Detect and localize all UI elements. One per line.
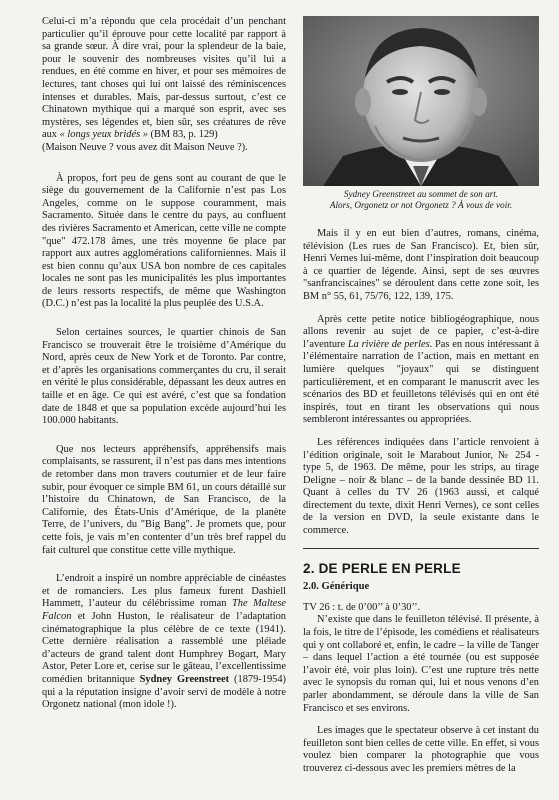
caption-line: Sydney Greenstreet au sommet de son art.: [343, 189, 499, 199]
paragraph-text: L’endroit a inspiré un nombre appréciable de cinéastes et de romanciers. Les plus fameux furent Dashiell Hammett, l’auteur du célébrissime roman: [42, 573, 286, 610]
reference: (BM 83, p. 129): [147, 129, 218, 141]
portrait-image: [303, 16, 539, 186]
paragraph: Que nos lecteurs appréhensifs, appréhensifs mais complaisants, se rassurent, il n’est pas dans mes intentions de retomber dans mon travers coutumier et de leur faire subir, pour évoquer ce simple BM 61, un cours détaillé sur l’histoire du Chinatown, de San Francisco, de la Californie, des États-Unis d’Amérique, de la planète Terre, de l’univers, du "Big Bang". Je promets que, pour cette fois, je vais m’en contenter d’un très bref rappel du fait culturel que constitue cette ville mythique.: [42, 443, 286, 556]
aside-note: (Maison Neuve ? vous avez dit Maison Neuve ?).: [42, 141, 248, 153]
paragraph-text: (1879-1954) qui a la réputation insigne d’avoir servi de modèle à notre Orgonetz national (mon idole !).: [42, 673, 287, 711]
right-column: [303, 228, 539, 786]
left-column: [42, 16, 286, 722]
paragraph-text: Celui-ci m’a répondu que cela procédait d’un penchant particulier qu’il éprouve pour cette localité par rapport à sa grande sœur. À dire vrai, pour la splendeur de la baie, pour le souvenir des nombreuses visites qu’il lui a rendues, en été comme en hiver, et pour ses mémoires de lectures, tant choses qui lui ont laissé des réminiscences intenses et durables. Mais, par-dessus surtout, c’est ce Chinatown mythique qui a marqué son esprit, avec ses mystères, ses légendes et, bien sûr, ses créatures de rêve aux: [42, 16, 286, 141]
paragraph: Selon certaines sources, le quartier chinois de San Francisco se trouverait être le troisième d’Amérique du Nord, après ceux de New York et de Toronto. Par contre, et d’après les organisations commerçantes du cru, il serait en vérité le plus considérable, dépassant les deux autres en taille et en âge. Ce qui est avéré, c’est que sa fondation date de 1848 et que sa population excède aujourd’hui les 100.000 habitants.: [42, 327, 286, 427]
paragraph-text: et John Huston, le réalisateur de l’adaptation cinématographique la plus célèbre de ce texte (1941). Cette dernière réalisation a rassemblé une pléiade d’acteurs de grand talent dont Humphrey Bogart, Mary Astor, Peter Lore et, cerise sur le gâteau, l’excellentissime comédien britannique: [42, 610, 286, 685]
paragraph: Les références indiquées dans l’article renvoient à l’édition originale, soit le Marabout Junior, № 254 - type 5, de 1963. De même, pour les strips, au tirage Deligne – noir & blanc – de la bande dessinée BD 11. Quant à celles du TV 26 (1963 aussi, et calqué directement du texte, dixit Henri Vernes), ce sont celles de la version en DVD, la seule existante dans le commerce.: [303, 436, 539, 537]
paragraph: À propos, fort peu de gens sont au courant de que le siège du gouvernement de la Californie n’est pas Los Angeles, comme on le suppose couramment, mais Sacramento. Située dans le centre du pays, au confluent des rivières Sacramento et American, cette ville ne compte "que" 472.178 âmes, une très moyenne 6e place par rapport aux autres agglomérations californiennes. Mais il est bien connu qu’aux USA bon nombre de ces capitales locales ne sont pas les municipalités les plus importantes de leurs ressorts respectifs, de même que Washington (D.C.) n’est pas la localité la plus peuplée des U.S.A.: [42, 172, 286, 310]
paragraph: [42, 16, 286, 142]
photo-caption: [303, 189, 539, 211]
caption-line: Alors, Orgonetz or not Orgonetz ? À vous de voir.: [329, 200, 513, 210]
subsection-heading: 2.0. Générique: [303, 581, 370, 593]
photo-figure: [303, 16, 539, 211]
paragraph-text: Après cette petite notice bibliogéographique, nous allons revenir au sujet de ce papier, c’est-à-dire l’aventure: [303, 313, 539, 350]
paragraph-text: . Pas en nous intéressant à l’élémentaire narration de l’action, mais en mettant en lumière quelques "joyaux" qui se distinguent particulièrement, et en comparant le manuscrit avec les scénarios des BD et feuilletons télévisés qui en ont été inspirés, tout en tirant les observations qui nous sembleront intéressantes ou appropriées.: [303, 338, 539, 426]
quote-italic: « longs yeux bridés »: [59, 129, 148, 141]
portrait-photo: [303, 16, 539, 186]
section-heading: 2. DE PERLE EN PERLE: [303, 560, 461, 576]
book-title: The Maltese Falcon: [42, 598, 286, 622]
story-title: La rivière de perles: [347, 338, 430, 350]
timecode-line: TV 26 : t. de 0’00’’ à 0’30’’.: [303, 601, 421, 613]
paragraph: [303, 314, 539, 427]
paragraph: [42, 573, 286, 712]
paragraph: Les images que le spectateur observe à cet instant du feuilleton sont bien celles de cette ville. En effet, si vous voulez bien comparer la photographie que vous trouverez ci-dessous avec les premiers mètres de la: [303, 725, 539, 774]
paragraph: N’existe que dans le feuilleton télévisé. Il présente, à la fois, le titre de l’épisode, les comédiens et réalisateurs qui y ont collaboré et, enfin, le cadre – la ville de Tanger – dans lequel l’action a été tournée (ou est supposée l’avoir été, voir plus loin). C’est une rupture très nette avec le synopsis du roman qui, lui et nous venons d’en parler abondamment, se déroule dans la ville de San Francisco et ses environs.: [303, 614, 539, 714]
actor-name: Sydney Greenstreet: [139, 673, 230, 685]
paragraph: Mais il y en eut bien d’autres, romans, cinéma, télévision (Les rues de San Francisco). Et, bien sûr, Henri Vernes lui-même, dont l’inspiration doit beaucoup à ce quartier de légende. Ainsi, sept de ses œuvres "sanfranciscaines" se déroulent dans cette zone soit, les BM n° 55, 61, 75/76, 122, 139, 175.: [303, 228, 539, 302]
section-divider: [303, 548, 539, 549]
